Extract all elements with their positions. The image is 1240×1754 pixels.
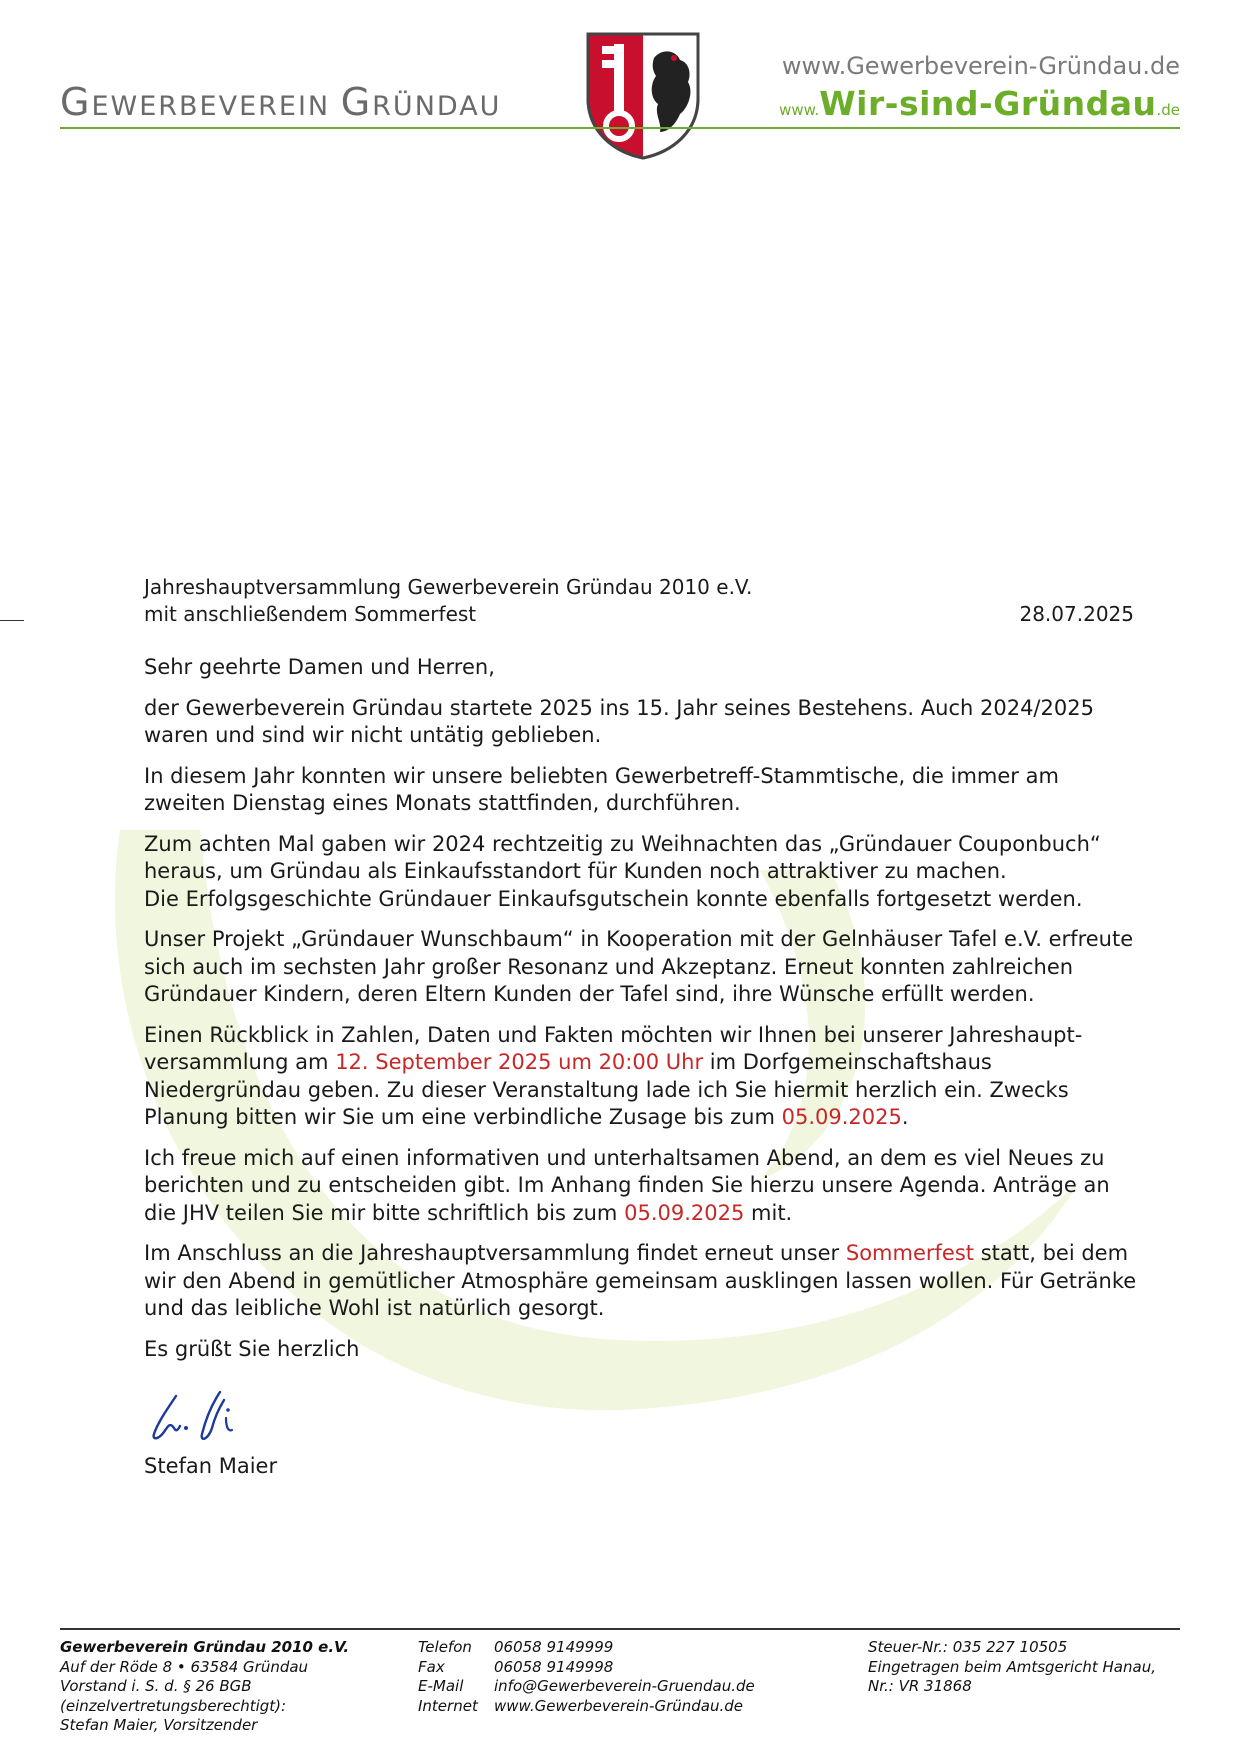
- paragraph-3-line-3: Die Erfolgsgeschichte Gründauer Einkaufsgutschein konnte ebenfalls fortgesetzt werden.: [144, 886, 1083, 911]
- footer-board-line-3: Stefan Maier, Vorsitzender: [60, 1716, 258, 1734]
- salutation: Sehr geehrte Damen und Herren,: [144, 655, 495, 679]
- website-link-primary[interactable]: www.Gewerbeverein-Gründau.de: [781, 52, 1180, 80]
- fax-label: Fax: [418, 1657, 445, 1676]
- footer-board-line-2: (einzelvertretungsberechtigt):: [60, 1696, 287, 1715]
- motion-deadline-highlight: 05.09.2025: [624, 1200, 745, 1225]
- court-line-2: Nr.: VR 31868: [868, 1677, 972, 1695]
- email-label: E-Mail: [418, 1677, 464, 1695]
- letter-body: [144, 654, 1144, 1376]
- letter-subject: [144, 574, 752, 628]
- paragraph-6-end: mit.: [751, 1200, 793, 1225]
- paragraph-3: [144, 831, 1144, 914]
- court-line-1: Eingetragen beim Amtsgericht Hanau,: [868, 1657, 1156, 1676]
- paragraph-5-text-1: Einen Rückblick in Zahlen, Daten und Fakten möchten wir Ihnen bei unserer Jahreshaupt-versammlung am: [144, 1022, 1083, 1074]
- org-first-rest: EWERBEVEREIN: [91, 91, 331, 122]
- paragraph-7-text-2: statt, bei dem wir den Abend in gemütlicher Atmosphäre gemeinsam ausklingen lassen wollen. Für Getränke und das leibliche Wohl ist natürlich gesorgt.: [144, 1241, 1137, 1320]
- tax-id: Steuer-Nr.: 035 227 10505: [868, 1638, 1068, 1656]
- footer-web-row: [418, 1697, 755, 1717]
- org-first-initial: G: [60, 80, 92, 124]
- org-second-initial: G: [340, 80, 373, 124]
- paragraph-6: [144, 1145, 1144, 1228]
- footer-fax-row: [418, 1658, 755, 1678]
- email-link[interactable]: info@Gewerbeverein-Gruendau.de: [494, 1677, 755, 1695]
- signer-name: Stefan Maier: [144, 1454, 278, 1478]
- web-label: Internet: [418, 1696, 478, 1715]
- handwritten-signature: [148, 1388, 248, 1448]
- website-secondary-main: Wir-sind-Gründau: [819, 84, 1157, 123]
- footer-phone-row: [418, 1638, 755, 1658]
- paragraph-1: der Gewerbeverein Gründau startete 2025 ins 15. Jahr seines Bestehens. Auch 2024/2025 waren und sind wir nicht untätig geblieben.: [144, 695, 1094, 747]
- paragraph-5: [144, 1022, 1144, 1132]
- organization-name: [60, 80, 501, 124]
- phone-number[interactable]: 06058 9149999: [494, 1638, 614, 1656]
- website-secondary-prefix: www.: [779, 101, 820, 119]
- header-divider: [60, 127, 1180, 129]
- phone-label: Telefon: [418, 1638, 472, 1656]
- footer-board-line-1: Vorstand i. S. d. § 26 BGB: [60, 1677, 252, 1695]
- paragraph-3-line-2: heraus, um Gründau als Einkaufsstandort für Kunden noch attraktiver zu machen.: [144, 859, 1007, 883]
- summer-fest-highlight: Sommerfest: [845, 1241, 975, 1265]
- paragraph-2: In diesem Jahr konnten wir unsere beliebten Gewerbetreff-Stammtische, die immer am zweiten Dienstag eines Monats stattfinden, durchführen.: [144, 763, 1059, 815]
- website-link-secondary[interactable]: [779, 84, 1180, 123]
- org-second-rest: RÜNDAU: [372, 91, 502, 122]
- footer-registration: [868, 1638, 1156, 1697]
- footer-divider: [60, 1628, 1180, 1630]
- paragraph-3-line-1: Zum achten Mal gaben wir 2024 rechtzeitig zu Weihnachten das „Gründauer Couponbuch“: [144, 831, 1101, 856]
- closing: Es grüßt Sie herzlich: [144, 1336, 360, 1361]
- paragraph-7: [144, 1240, 1144, 1323]
- web-link[interactable]: www.Gewerbeverein-Gründau.de: [494, 1696, 744, 1715]
- event-date-highlight: 12. September 2025 um 20:00 Uhr: [335, 1050, 704, 1074]
- paragraph-7-text-1: Im Anschluss an die Jahreshauptversammlung findet erneut unser: [144, 1241, 840, 1265]
- rsvp-deadline-highlight: 05.09.2025: [781, 1105, 902, 1129]
- footer-email-row: [418, 1677, 755, 1697]
- letter-date: 28.07.2025: [1019, 602, 1134, 626]
- fold-mark: [0, 620, 24, 621]
- coat-of-arms-icon: [584, 28, 702, 160]
- paragraph-5-end: .: [901, 1105, 909, 1129]
- footer-contact: [418, 1638, 755, 1716]
- footer-organization: [60, 1638, 349, 1736]
- paragraph-5-text-2: im Dorfgemeinschaftshaus Niedergründau geben. Zu dieser Veranstaltung lade ich Sie hiermit herzlich ein. Zwecks Planung bitten wir Sie um eine verbindliche Zusage bis zum: [144, 1050, 1069, 1129]
- subject-line-1: Jahreshauptversammlung Gewerbeverein Gründau 2010 e.V.: [144, 575, 753, 599]
- paragraph-4: Unser Projekt „Gründauer Wunschbaum“ in Kooperation mit der Gelnhäuser Tafel e.V. erfreute sich auch im sechsten Jahr großer Resonanz und Akzeptanz. Erneut konnten zahlreichen Gründauer Kindern, deren Eltern Kunden der Tafel sind, ihre Wünsche erfüllt werden.: [144, 927, 1134, 1006]
- paragraph-6-text-1: Ich freue mich auf einen informativen und unterhaltsamen Abend, an dem es viel Neues zu berichten und zu entscheiden gibt. Im Anhang finden Sie hierzu unsere Agenda. Anträge an die JHV teilen Sie mir bitte schriftlich bis zum: [144, 1145, 1110, 1225]
- website-secondary-suffix: .de: [1156, 101, 1180, 119]
- subject-line-2: mit anschließendem Sommerfest: [144, 602, 477, 626]
- fax-number: 06058 9149998: [494, 1657, 614, 1676]
- footer-org-name: Gewerbeverein Gründau 2010 e.V.: [60, 1638, 350, 1656]
- footer-address: Auf der Röde 8 • 63584 Gründau: [60, 1657, 309, 1676]
